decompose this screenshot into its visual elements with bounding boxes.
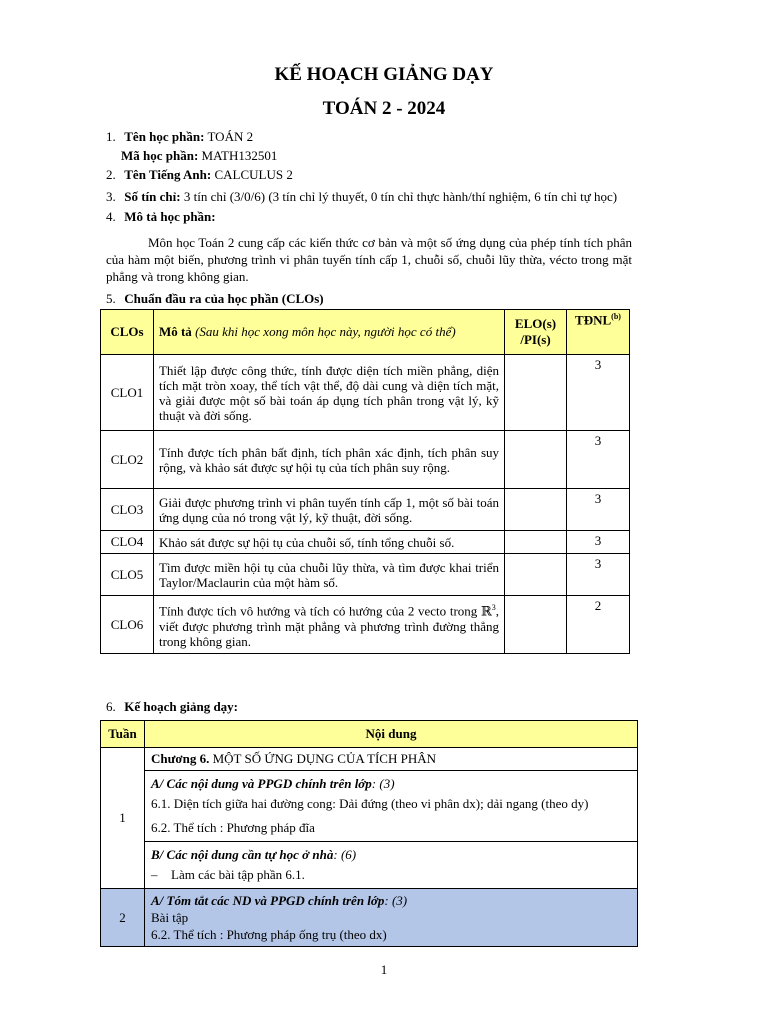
clos-heading (106, 290, 324, 308)
self-study-cell (145, 842, 638, 889)
description-header-label: Mô tả (158, 324, 192, 339)
section-number: 5. (106, 291, 116, 306)
chapter-cell (145, 748, 638, 771)
dash-bullet: – (151, 867, 158, 882)
clo-description (153, 596, 504, 654)
table-row (101, 355, 630, 431)
description-label: Mô tả học phần: (124, 209, 216, 224)
clo-id: CLO6 (101, 596, 154, 654)
list-item: 6.2. Thể tích : Phương pháp đĩa (151, 820, 315, 835)
section-number: 4. (106, 209, 116, 224)
credits-value: 3 tín chỉ (3/0/6) (3 tín chỉ lý thuyết, 0 tín chỉ thực hành/thí nghiệm, 6 tín chỉ tự học) (183, 189, 618, 204)
course-description: Môn học Toán 2 cung cấp các kiến thức cơ bản và một số ứng dụng của phép tính tích phân của hàm một biến, phương trình vi phân tuyến tính cấp 1, chuỗi số, chuỗi lũy thừa, vécto trong mặt phẳng và trong không gian. (106, 235, 632, 284)
clo6-desc-part2: , viết được phương trình mặt phẳng và phương trình đường thẳng trong không gian. (158, 603, 500, 649)
week-number: 2 (101, 889, 145, 947)
table-row (101, 596, 630, 654)
teaching-plan-table (100, 720, 638, 947)
course-code-value: MATH132501 (201, 148, 278, 163)
description-header-note: (Sau khi học xong môn học này, người học có thể) (195, 324, 456, 339)
course-name-label: Tên học phần: (124, 129, 205, 144)
tdnl-superscript: (b) (611, 312, 621, 321)
plan-heading (106, 698, 238, 716)
clo-id: CLO5 (101, 554, 154, 596)
self-study-hours: : (6) (333, 847, 357, 862)
clo-description: Khảo sát được sự hội tụ của chuỗi số, tính tổng chuỗi số. (153, 531, 504, 554)
english-name-value: CALCULUS 2 (214, 167, 293, 182)
clos-header-row (101, 310, 630, 355)
class-content-hours: : (3) (371, 776, 395, 791)
clos-label: Chuẩn đầu ra của học phần (CLOs) (124, 291, 324, 306)
col-header-clos: CLOs (101, 310, 154, 355)
plan-label: Kế hoạch giảng dạy: (124, 699, 239, 714)
clo-description: Thiết lập được công thức, tính được diện tích miền phẳng, diện tích mặt tròn xoay, thể tích vật thể, độ dài cung và diện tích mặt, và giải được một số bài toán áp dụng tích phân trong vật lý, kỹ thuật và đời sống. (153, 355, 504, 431)
clo-id: CLO3 (101, 489, 154, 531)
course-name-value: TOÁN 2 (207, 129, 254, 144)
course-code-label: Mã học phần: (121, 148, 199, 163)
section-number: 1. (106, 129, 116, 144)
clo-elo (505, 596, 567, 654)
table-row (101, 554, 630, 596)
clo-tdnl: 3 (566, 355, 629, 431)
self-study-item: Làm các bài tập phần 6.1. (171, 867, 305, 882)
clo-id: CLO2 (101, 431, 154, 489)
document-title: KẾ HOẠCH GIẢNG DẠY (274, 64, 494, 85)
table-row (101, 842, 638, 889)
clo6-desc-part1: Tính được tích vô hướng và tích có hướng của 2 vecto trong (158, 603, 481, 619)
section-number: 2. (106, 167, 116, 182)
col-header-week: Tuần (101, 721, 145, 748)
clo-tdnl: 3 (566, 554, 629, 596)
clo-elo (505, 489, 567, 531)
chapter-title: MỘT SỐ ỨNG DỤNG CỦA TÍCH PHÂN (212, 751, 437, 766)
table-row (101, 531, 630, 554)
section-number: 3. (106, 189, 116, 204)
description-heading (106, 208, 216, 226)
clo-tdnl: 3 (566, 489, 629, 531)
plan-header-row (101, 721, 638, 748)
col-header-content: Nội dung (145, 721, 638, 748)
credits-line (106, 188, 617, 206)
col-header-elo: ELO(s) /PI(s) (505, 310, 567, 355)
clos-table (100, 309, 630, 654)
clo-id: CLO1 (101, 355, 154, 431)
page-number: 1 (380, 962, 388, 977)
clo-tdnl: 2 (566, 596, 629, 654)
class-content-cell (145, 771, 638, 842)
table-row (101, 889, 638, 947)
week2-content-cell (145, 889, 638, 947)
class-content-title: A/ Các nội dung và PPGD chính trên lớp (151, 776, 372, 791)
clo-elo (505, 531, 567, 554)
week2-hours: : (3) (384, 893, 408, 908)
course-name-line (106, 128, 253, 146)
table-row (101, 771, 638, 842)
clo6-superscript: 3 (491, 603, 496, 613)
chapter-label: Chương 6. (151, 751, 210, 766)
table-row (101, 748, 638, 771)
tdnl-label: TĐNL (575, 312, 612, 328)
document-subtitle: TOÁN 2 - 2024 (322, 98, 446, 119)
list-item: Bài tập (151, 910, 189, 925)
section-number: 6. (106, 699, 116, 714)
list-item: 6.2. Thể tích : Phương pháp ống trụ (theo dx) (151, 927, 387, 942)
clo-description: Giải được phương trình vi phân tuyến tính cấp 1, một số bài toán ứng dụng của nó trong vật lý, kỹ thuật, đời sống. (153, 489, 504, 531)
table-row (101, 431, 630, 489)
col-header-tdnl (566, 310, 629, 355)
clo-elo (505, 355, 567, 431)
clo-description: Tìm được miền hội tụ của chuỗi lũy thừa, và tìm được khai triển Taylor/Maclaurin của một hàm số. (153, 554, 504, 596)
class-content-heading (151, 774, 631, 794)
week2-title: A/ Tóm tắt các ND và PPGD chính trên lớp (151, 893, 385, 908)
clo-tdnl: 3 (566, 431, 629, 489)
self-study-heading (151, 845, 631, 865)
col-header-description (153, 310, 504, 355)
self-study-title: B/ Các nội dung cần tự học ở nhà (151, 847, 334, 862)
credits-label: Số tín chỉ: (124, 189, 181, 204)
course-code-line (121, 147, 277, 165)
list-item: 6.1. Diện tích giữa hai đường cong: Dải đứng (theo vi phân dx); dải ngang (theo dy) (151, 796, 589, 811)
english-name-line (106, 166, 293, 184)
list-item (151, 865, 631, 885)
clo6-real-symbol: ℝ (480, 603, 492, 619)
clo-elo (505, 431, 567, 489)
table-row (101, 489, 630, 531)
clo-description: Tính được tích phân bất định, tích phân xác định, tích phân suy rộng, và khảo sát được sự hội tụ của tích phân suy rộng. (153, 431, 504, 489)
english-name-label: Tên Tiếng Anh: (124, 167, 212, 182)
week2-heading (151, 892, 631, 909)
week-number: 1 (101, 748, 145, 889)
clo-id: CLO4 (101, 531, 154, 554)
clo-elo (505, 554, 567, 596)
clo-tdnl: 3 (566, 531, 629, 554)
